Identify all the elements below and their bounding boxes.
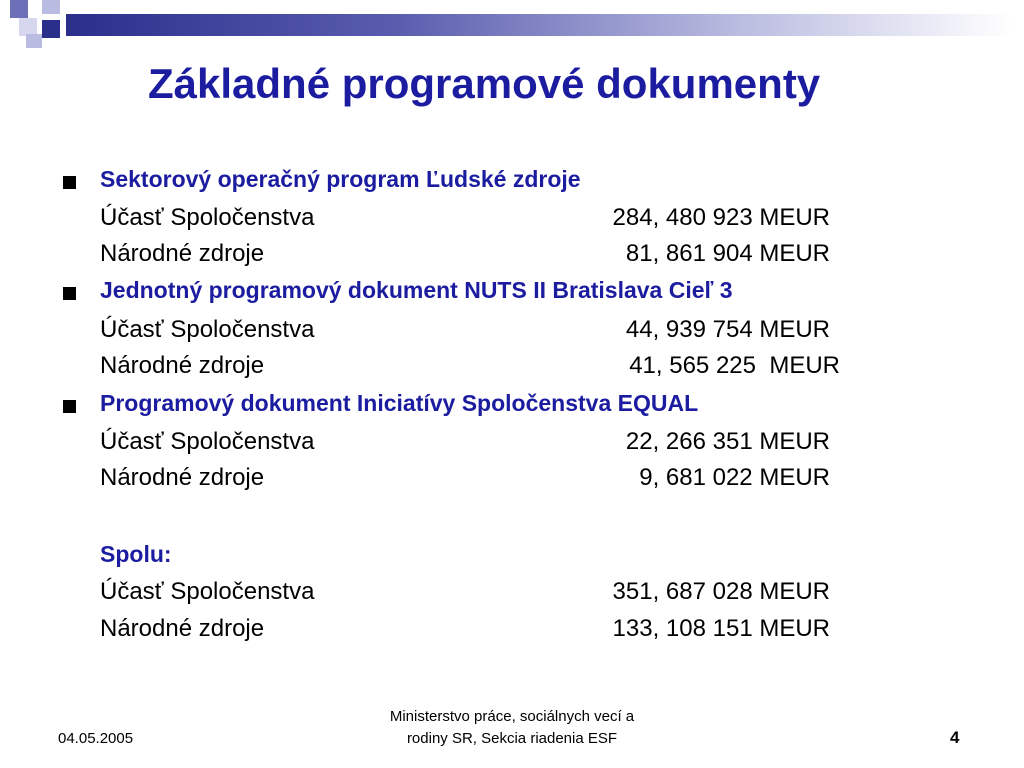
row-value: 81, 861 904 MEUR xyxy=(625,240,830,267)
row-label: Účasť Spoločenstva xyxy=(100,204,315,231)
row-value: 133, 108 151 MEUR xyxy=(612,615,830,642)
row-label: Účasť Spoločenstva xyxy=(100,316,315,343)
row-value: 9, 681 022 MEUR xyxy=(639,464,830,491)
row-value: 284, 480 923 MEUR xyxy=(612,204,830,231)
bullet-square-icon xyxy=(63,287,76,300)
row-label: Účasť Spoločenstva xyxy=(100,428,315,455)
section-heading: Sektorový operačný program Ľudské zdroje xyxy=(100,166,581,192)
total-heading: Spolu: xyxy=(100,541,172,567)
row-label: Národné zdroje xyxy=(100,240,265,267)
footer-org-line: rodiny SR, Sekcia riadenia ESF xyxy=(406,730,618,747)
bullet-square-icon xyxy=(63,176,76,189)
row-label: Národné zdroje xyxy=(100,464,265,491)
slide-title: Základné programové dokumenty xyxy=(148,60,821,107)
section-heading: Programový dokument Iniciatívy Spoločenstva EQUAL xyxy=(100,390,699,416)
row-value: 351, 687 028 MEUR xyxy=(612,578,830,605)
footer-org-line: Ministerstvo práce, sociálnych vecí a xyxy=(389,708,635,725)
row-value: 41, 565 225 MEUR xyxy=(629,352,840,379)
footer-organization xyxy=(352,706,672,750)
row-value: 22, 266 351 MEUR xyxy=(625,428,830,455)
bullet-square-icon xyxy=(63,400,76,413)
row-label: Národné zdroje xyxy=(100,615,265,642)
row-label: Účasť Spoločenstva xyxy=(100,578,315,605)
row-value: 44, 939 754 MEUR xyxy=(625,316,830,343)
row-label: Národné zdroje xyxy=(100,352,265,379)
page-number: 4 xyxy=(950,728,960,747)
section-heading: Jednotný programový dokument NUTS II Bratislava Cieľ 3 xyxy=(100,277,733,303)
footer-date: 04.05.2005 xyxy=(58,730,134,747)
